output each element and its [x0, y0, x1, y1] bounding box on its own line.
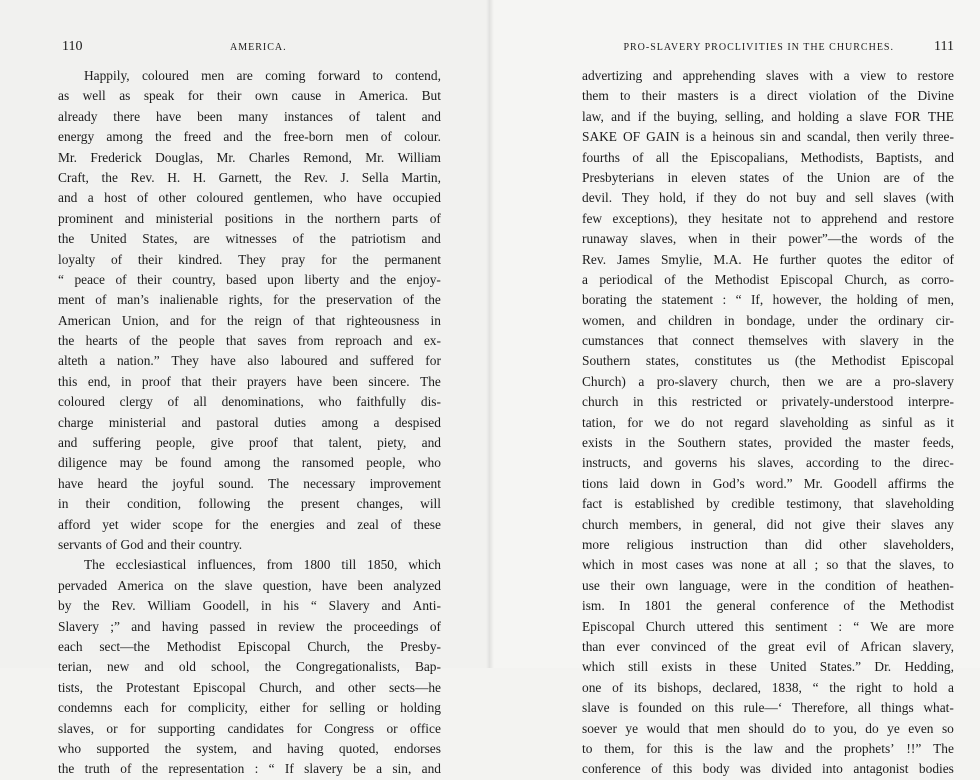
text-line: devil. They hold, if they do not buy and sell slaves (with: [582, 190, 954, 206]
text-line: Episcopal Church uttered this sentiment : “ We are more: [582, 618, 954, 634]
text-line: the truth of the representation : “ If slavery be a sin, and: [58, 761, 441, 777]
text-line: condemns each for complicity, either for selling or holding: [58, 700, 441, 716]
text-line: to them, for this is the law and the prophets’ !!” The: [582, 740, 954, 756]
text-line: charge ministerial and pastoral duties among a despised: [58, 414, 441, 430]
text-line: soever ye would that men should do to you, do ye even so: [582, 720, 954, 736]
right-body-text: [582, 66, 954, 780]
left-running-title: AMERICA.: [230, 42, 287, 53]
text-line: conference of this body was divided into antagonist bodies: [582, 761, 954, 777]
text-line: American Union, and for the reign of that righteousness in: [58, 312, 441, 328]
text-line: already there have been many instances of talent and: [58, 108, 441, 124]
text-line: by the Rev. William Goodell, in his “ Slavery and Anti-: [58, 598, 441, 614]
text-line: Southern states, constitutes us (the Methodist Episcopal: [582, 353, 954, 369]
text-line: who supported the system, and having quoted, endorses: [58, 740, 441, 756]
text-line: coloured clergy of all denominations, who faithfully dis-: [58, 394, 441, 410]
text-line: one of its bishops, declared, 1838, “ the right to hold a: [582, 679, 954, 695]
text-line: Church) a pro-slavery church, then we are a pro-slavery: [582, 373, 954, 389]
text-line: Craft, the Rev. H. H. Garnett, the Rev. J. Sella Martin,: [58, 169, 441, 185]
text-line: use their own language, were in the condition of heathen-: [582, 577, 954, 593]
text-line: runaway slaves, when in their power”—the words of the: [582, 231, 954, 247]
text-line: tation, for we do not regard slaveholding as sinful as it: [582, 414, 954, 430]
text-line: SAKE OF GAIN is a heinous sin and scandal, then verily three-: [582, 129, 954, 145]
right-running-head: [536, 40, 954, 56]
text-line: church in this restricted or privately-understood interpre-: [582, 394, 954, 410]
text-line: tists, the Protestant Episcopal Church, and other sects—he: [58, 679, 441, 695]
right-page: [490, 0, 980, 777]
left-page-number: 110: [62, 39, 83, 54]
text-line: each sect—the Methodist Episcopal Church, the Presby-: [58, 638, 441, 654]
text-line: law, and if the buying, selling, and holding a slave FOR THE: [582, 108, 954, 124]
book-gutter: [486, 0, 494, 668]
text-line: advertizing and apprehending slaves with a view to restore: [582, 68, 954, 83]
text-line: energy among the freed and the free-born men of colour.: [58, 129, 441, 145]
right-running-title: PRO-SLAVERY PROCLIVITIES IN THE CHURCHES.: [623, 42, 894, 53]
text-line: exists in the Southern states, provided the master feeds,: [582, 435, 954, 451]
text-line: Rev. James Smylie, M.A. He further quotes the editor of: [582, 251, 954, 267]
text-line: diligence may be found among the ransomed people, who: [58, 455, 441, 471]
left-page: [0, 0, 490, 777]
text-line: fact is established by credible testimony, that slaveholding: [582, 496, 954, 512]
text-line: Slavery ;” and having passed in review the proceedings of: [58, 618, 441, 634]
text-line: and suffering people, give proof that talent, piety, and: [58, 435, 441, 451]
text-line: The ecclesiastical influences, from 1800 till 1850, which: [84, 557, 441, 573]
text-line: than ever convinced of the great evil of African slavery,: [582, 638, 954, 654]
text-line: a periodical of the Methodist Episcopal Church, as corro-: [582, 271, 954, 287]
text-line: slave is founded on this rule—‘ Therefore, all things what-: [582, 700, 954, 716]
text-line: fourths of all the Episcopalians, Methodists, Baptists, and: [582, 149, 954, 165]
text-line: slaves, or for supporting candidates for Congress or office: [58, 720, 441, 736]
text-line: which still exists in these United States.” Dr. Hedding,: [582, 659, 954, 675]
text-line: as well as speak for their own cause in America. But: [58, 88, 441, 104]
text-line: and a host of other coloured gentlemen, who have occupied: [58, 190, 441, 206]
text-line: church members, in general, did not give their slaves any: [582, 516, 954, 532]
text-line: terian, new and old school, the Congregationalists, Bap-: [58, 659, 441, 675]
text-line: borating the statement : “ If, however, the holding of men,: [582, 292, 954, 308]
text-line: more religious instruction than did other slaveholders,: [582, 536, 954, 552]
text-line: loyalty of their kindred. They pray for the permanent: [58, 251, 441, 267]
text-line: ism. In 1801 the general conference of the Methodist: [582, 598, 954, 614]
text-line: have heard the joyful sound. The necessary improvement: [58, 475, 441, 491]
text-line: Presbyterians in eleven states of the Union are of the: [582, 169, 954, 185]
text-line: women, and children in bondage, under the ordinary cir-: [582, 312, 954, 328]
right-page-number: 111: [934, 39, 954, 54]
text-line: the United States, are witnesses of the patriotism and: [58, 231, 441, 247]
text-line: pervaded America on the slave question, have been analyzed: [58, 577, 441, 593]
text-line: this end, in proof that their prayers have been sincere. The: [58, 373, 441, 389]
text-line: cumstances that connect themselves with slavery in the: [582, 333, 954, 349]
text-line: “ peace of their country, based upon liberty and the enjoy-: [58, 271, 441, 287]
text-line: in their condition, following the present changes, will: [58, 496, 441, 512]
text-line: Happily, coloured men are coming forward to contend,: [84, 68, 441, 83]
text-line: alteth a nation.” They have also laboured and suffered for: [58, 353, 441, 369]
text-line: Mr. Frederick Douglas, Mr. Charles Remond, Mr. William: [58, 149, 441, 165]
text-line: prominent and ministerial positions in the northern parts of: [58, 210, 441, 226]
text-line: which in most cases was none at all ; so that the slaves, to: [582, 557, 954, 573]
text-line: instructs, and governs his slaves, according to the direc-: [582, 455, 954, 471]
left-running-head: [62, 40, 442, 56]
left-body-text: [58, 66, 441, 780]
text-line: few exceptions), they hesitate not to apprehend and restore: [582, 210, 954, 226]
text-line: afford yet wider scope for the energies and zeal of these: [58, 516, 441, 532]
text-line: the hearts of the people that saves from reproach and ex-: [58, 333, 441, 349]
text-line: them to their masters is a direct violation of the Divine: [582, 88, 954, 104]
text-line: servants of God and their country.: [58, 536, 243, 552]
text-line: tions laid down in God’s word.” Mr. Goodell affirms the: [582, 475, 954, 491]
text-line: ment of man’s inalienable rights, for the preservation of the: [58, 292, 441, 308]
